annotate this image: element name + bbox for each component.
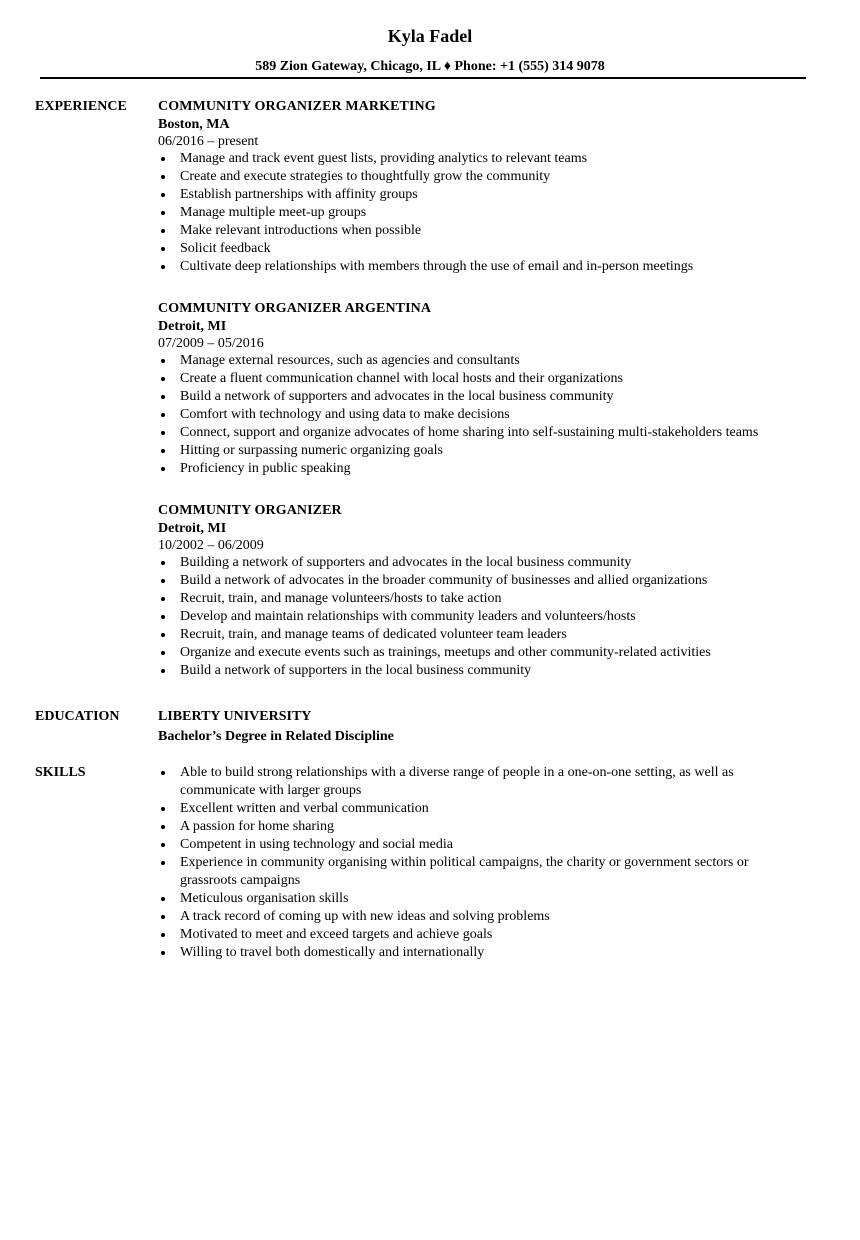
list-item bbox=[158, 908, 808, 926]
bullet-icon bbox=[161, 825, 165, 829]
bullet-icon bbox=[161, 193, 165, 197]
list-item-text: Manage and track event guest lists, providing analytics to relevant teams bbox=[180, 151, 588, 166]
list-item bbox=[158, 854, 808, 890]
bullet-icon bbox=[161, 157, 165, 161]
list-item bbox=[158, 168, 808, 186]
list-item-text: Build a network of supporters in the local business community bbox=[180, 663, 532, 678]
bullet-icon bbox=[161, 395, 165, 399]
list-item bbox=[158, 370, 808, 388]
list-item bbox=[158, 662, 808, 680]
contact-line: 589 Zion Gateway, Chicago, IL ♦ Phone: +1 (555) 314 9078 bbox=[255, 59, 605, 74]
list-item bbox=[158, 406, 808, 424]
bullet-icon bbox=[161, 377, 165, 381]
job-title: COMMUNITY ORGANIZER bbox=[158, 503, 342, 518]
list-item-text: Willing to travel both domestically and internationally bbox=[180, 945, 485, 960]
list-item bbox=[158, 608, 808, 626]
list-item bbox=[158, 836, 808, 854]
list-item bbox=[158, 572, 808, 590]
job-entry bbox=[158, 98, 808, 276]
list-item-text: A track record of coming up with new ideas and solving problems bbox=[180, 909, 550, 924]
skills-bullets bbox=[158, 764, 808, 962]
job-dates: 10/2002 – 06/2009 bbox=[158, 538, 264, 553]
bullet-icon bbox=[161, 843, 165, 847]
bullet-icon bbox=[161, 669, 165, 673]
list-item-text: Competent in using technology and social media bbox=[180, 837, 453, 852]
bullet-icon bbox=[161, 615, 165, 619]
list-item bbox=[158, 388, 808, 406]
list-item bbox=[158, 186, 808, 204]
list-item-text: Make relevant introductions when possible bbox=[180, 223, 422, 238]
bullet-icon bbox=[161, 247, 165, 251]
job-bullets bbox=[158, 554, 808, 680]
list-item-text: Establish partnerships with affinity groups bbox=[180, 187, 418, 202]
list-item-text: Able to build strong relationships with a diverse range of people in a one-on-one setting, as well as communicate with larger groups bbox=[180, 765, 734, 798]
bullet-icon bbox=[161, 467, 165, 471]
bullet-icon bbox=[161, 561, 165, 565]
bullet-icon bbox=[161, 861, 165, 865]
bullet-icon bbox=[161, 229, 165, 233]
list-item bbox=[158, 150, 808, 168]
list-item-text: Create and execute strategies to thoughtfully grow the community bbox=[180, 169, 551, 184]
section-label-education: EDUCATION bbox=[35, 709, 120, 724]
list-item bbox=[158, 460, 808, 478]
job-entry bbox=[158, 502, 808, 680]
bullet-icon bbox=[161, 265, 165, 269]
list-item bbox=[158, 258, 808, 276]
list-item-text: Building a network of supporters and advocates in the local business community bbox=[180, 555, 632, 570]
bullet-icon bbox=[161, 633, 165, 637]
list-item-text: Comfort with technology and using data to make decisions bbox=[180, 407, 510, 422]
list-item bbox=[158, 800, 808, 818]
header-divider bbox=[40, 77, 806, 79]
bullet-icon bbox=[161, 771, 165, 775]
list-item-text: Recruit, train, and manage volunteers/hosts to take action bbox=[180, 591, 502, 606]
list-item bbox=[158, 764, 808, 800]
bullet-icon bbox=[161, 651, 165, 655]
bullet-icon bbox=[161, 933, 165, 937]
job-location: Detroit, MI bbox=[158, 521, 227, 536]
job-title: COMMUNITY ORGANIZER MARKETING bbox=[158, 99, 436, 114]
job-bullets bbox=[158, 352, 808, 478]
section-label-skills: SKILLS bbox=[35, 765, 86, 780]
bullet-icon bbox=[161, 449, 165, 453]
list-item-text: Solicit feedback bbox=[180, 241, 271, 256]
list-item-text: Organize and execute events such as trainings, meetups and other community-related activities bbox=[180, 645, 711, 660]
bullet-icon bbox=[161, 951, 165, 955]
bullet-icon bbox=[161, 359, 165, 363]
job-title: COMMUNITY ORGANIZER ARGENTINA bbox=[158, 301, 432, 316]
job-location: Detroit, MI bbox=[158, 319, 227, 334]
bullet-icon bbox=[161, 211, 165, 215]
bullet-icon bbox=[161, 413, 165, 417]
education-entry bbox=[158, 708, 808, 746]
list-item-text: A passion for home sharing bbox=[180, 819, 334, 834]
list-item-text: Excellent written and verbal communication bbox=[180, 801, 429, 816]
list-item bbox=[158, 818, 808, 836]
list-item bbox=[158, 222, 808, 240]
list-item-text: Create a fluent communication channel with local hosts and their organizations bbox=[180, 371, 623, 386]
list-item bbox=[158, 352, 808, 370]
list-item bbox=[158, 424, 808, 442]
list-item bbox=[158, 442, 808, 460]
list-item bbox=[158, 926, 808, 944]
skills-list bbox=[158, 764, 808, 962]
list-item-text: Manage external resources, such as agencies and consultants bbox=[180, 353, 520, 368]
bullet-icon bbox=[161, 915, 165, 919]
experience-list bbox=[158, 98, 808, 704]
list-item-text: Hitting or surpassing numeric organizing goals bbox=[180, 443, 443, 458]
list-item bbox=[158, 644, 808, 662]
list-item-text: Recruit, train, and manage teams of dedicated volunteer team leaders bbox=[180, 627, 567, 642]
candidate-name: Kyla Fadel bbox=[387, 26, 473, 46]
list-item bbox=[158, 890, 808, 908]
bullet-icon bbox=[161, 597, 165, 601]
list-item bbox=[158, 944, 808, 962]
job-dates: 06/2016 – present bbox=[158, 134, 259, 149]
school-name: LIBERTY UNIVERSITY bbox=[158, 709, 312, 724]
list-item-text: Develop and maintain relationships with community leaders and volunteers/hosts bbox=[180, 609, 636, 624]
bullet-icon bbox=[161, 897, 165, 901]
list-item-text: Experience in community organising within political campaigns, the charity or government sectors or grassroots campaigns bbox=[180, 855, 749, 888]
degree-name: Bachelor’s Degree in Related Discipline bbox=[158, 729, 394, 744]
job-location: Boston, MA bbox=[158, 117, 230, 132]
bullet-icon bbox=[161, 579, 165, 583]
list-item-text: Cultivate deep relationships with members through the use of email and in-person meetings bbox=[180, 259, 694, 274]
job-entry bbox=[158, 300, 808, 478]
bullet-icon bbox=[161, 431, 165, 435]
list-item-text: Meticulous organisation skills bbox=[180, 891, 349, 906]
list-item-text: Manage multiple meet-up groups bbox=[180, 205, 367, 220]
list-item-text: Motivated to meet and exceed targets and achieve goals bbox=[180, 927, 493, 942]
job-bullets bbox=[158, 150, 808, 276]
list-item-text: Build a network of supporters and advocates in the local business community bbox=[180, 389, 614, 404]
job-dates: 07/2009 – 05/2016 bbox=[158, 336, 264, 351]
list-item bbox=[158, 590, 808, 608]
list-item bbox=[158, 626, 808, 644]
resume-header bbox=[0, 0, 860, 75]
bullet-icon bbox=[161, 175, 165, 179]
bullet-icon bbox=[161, 807, 165, 811]
list-item-text: Proficiency in public speaking bbox=[180, 461, 351, 476]
list-item-text: Connect, support and organize advocates of home sharing into self-sustaining multi-stakeholders teams bbox=[180, 425, 759, 440]
list-item bbox=[158, 554, 808, 572]
list-item-text: Build a network of advocates in the broader community of businesses and allied organizations bbox=[180, 573, 708, 588]
section-label-experience: EXPERIENCE bbox=[35, 99, 127, 114]
list-item bbox=[158, 240, 808, 258]
list-item bbox=[158, 204, 808, 222]
